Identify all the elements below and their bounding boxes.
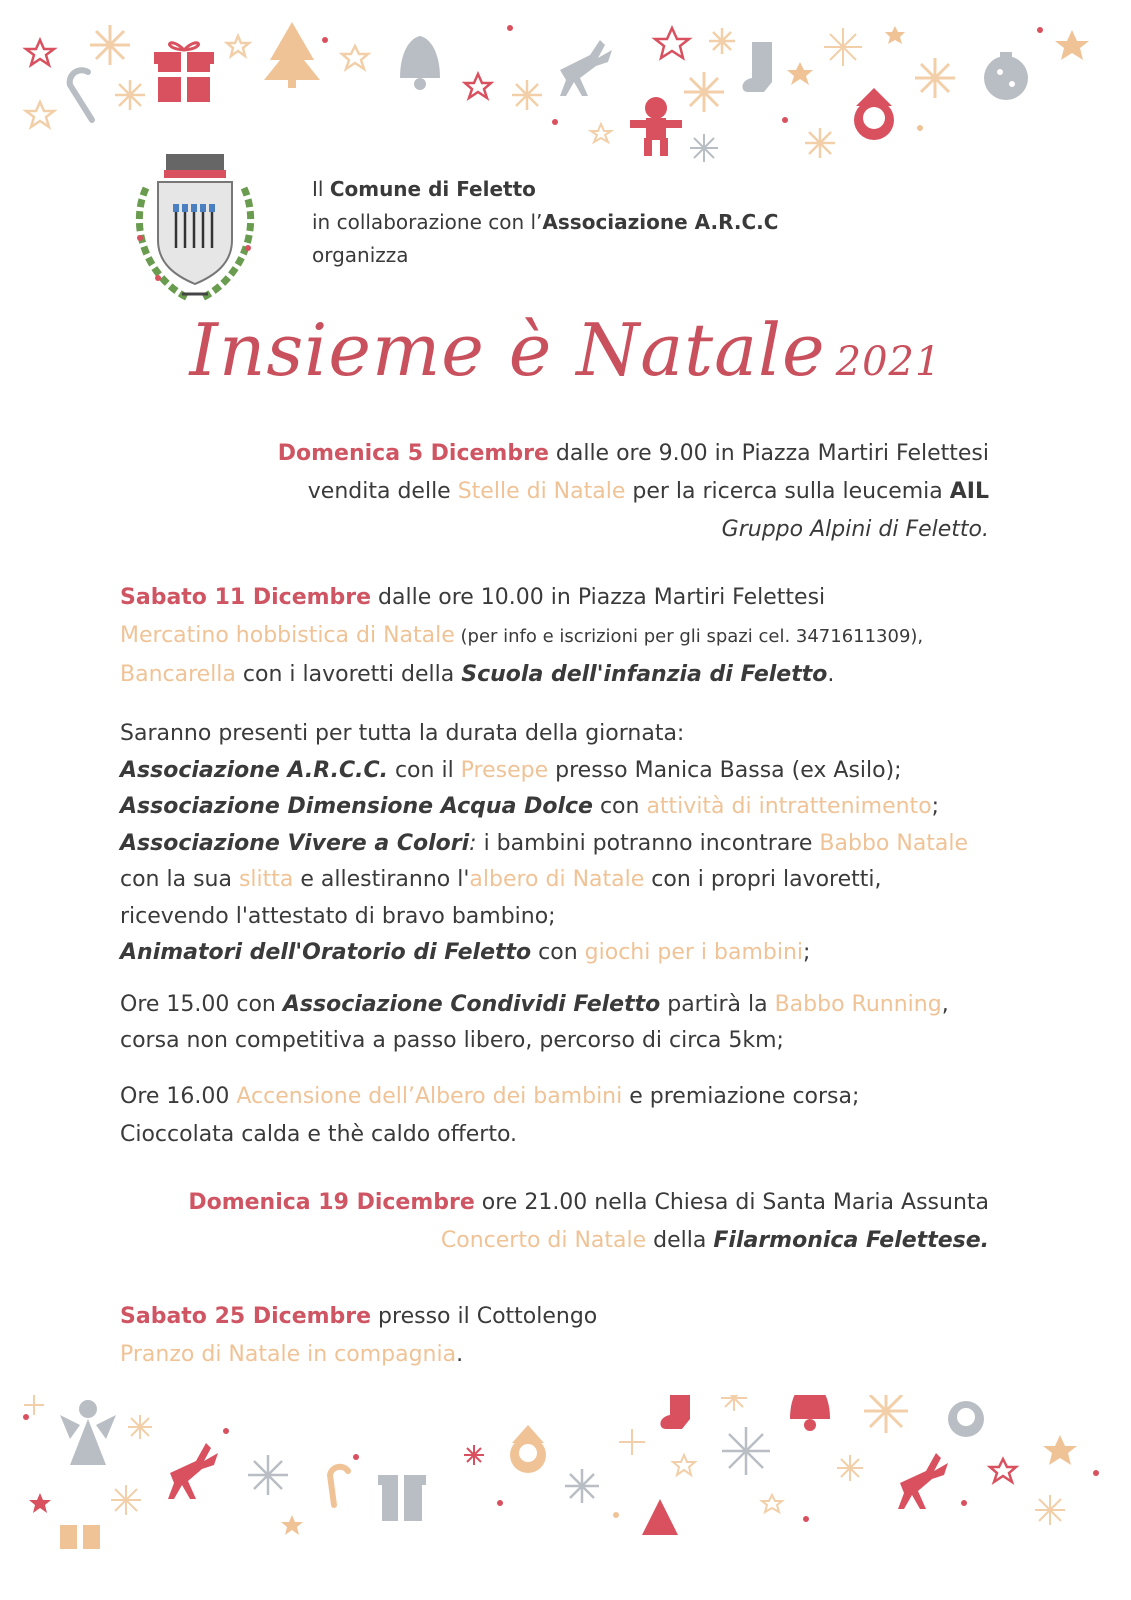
star-icon — [787, 62, 813, 85]
snowflake-icon — [864, 1395, 908, 1433]
event-december-5: Domenica 5 Dicembre dalle ore 9.00 in Piazza Martiri Felettesi vendita delle Stelle di Natale per la ricerca sulla leucemia AIL Gruppo Alpini di Feletto. — [277, 441, 989, 542]
star-icon — [26, 102, 54, 127]
organizer-line-3: organizza — [312, 243, 409, 267]
snowflake-icon — [824, 28, 862, 66]
reindeer-icon — [560, 40, 612, 96]
bottom-christmas-decoration — [0, 1395, 1131, 1600]
organizer-line-2: in collaborazione con l’Associazione A.R.C.C — [312, 210, 779, 234]
page-title — [0, 300, 1131, 412]
santa-icon — [854, 88, 894, 140]
bell-icon — [400, 36, 440, 90]
snowflake-icon — [24, 1395, 44, 1415]
gift-icon — [154, 43, 214, 102]
star-icon — [1043, 1435, 1077, 1465]
snowflake-icon — [619, 1429, 645, 1455]
star-icon — [655, 28, 689, 58]
snowflake-icon — [684, 72, 724, 112]
event-december-19: Domenica 19 Dicembre ore 21.00 nella Chiesa di Santa Maria Assunta Concerto di Natale della Filarmonica Felettese. — [188, 1190, 989, 1253]
christmas-tree-icon — [264, 22, 320, 88]
snowflake-icon — [128, 1415, 152, 1439]
santa-icon — [510, 1425, 546, 1473]
angel-icon — [60, 1400, 116, 1465]
snowflake-icon — [915, 58, 955, 98]
organizer-line-1: Il Comune di Feletto — [312, 177, 536, 201]
star-icon — [762, 1495, 782, 1512]
ornament-icon — [984, 52, 1028, 100]
snowflake-icon — [565, 1469, 599, 1503]
star-icon — [342, 46, 368, 69]
star-icon — [227, 36, 249, 56]
snowflake-icon — [248, 1455, 288, 1495]
event-december-11: Sabato 11 Dicembre dalle ore 10.00 in Piazza Martiri Felettesi Mercatino hobbistica di Natale (per info e iscrizioni per gli spazi cel. 3471611309), Bancarella con i lavoretti della Scuola dell'infanzia di Feletto. — [120, 585, 924, 687]
snowflake-icon — [690, 134, 718, 162]
title-year: 2021 — [835, 339, 942, 385]
tree-lighting-event: Ore 16.00 Accensione dell’Albero dei bambini e premiazione corsa; Cioccolata calda e thè caldo offerto. — [120, 1084, 860, 1147]
star-icon — [885, 26, 905, 44]
star-icon — [281, 1515, 303, 1535]
bell-icon — [790, 1395, 830, 1431]
santa-icon — [948, 1401, 984, 1437]
babbo-running-event: Ore 15.00 con Associazione Condividi Feletto partirà la Babbo Running, corsa non competitiva a passo libero, percorso di circa 5km; — [120, 992, 949, 1053]
star-icon — [1055, 30, 1089, 60]
snowflake-icon — [805, 128, 835, 158]
gingerbread-icon — [630, 97, 682, 156]
organizer-block — [312, 173, 778, 272]
gift-icon — [60, 1521, 100, 1549]
star-icon — [591, 124, 611, 142]
stocking-icon — [742, 42, 772, 92]
event-december-25: Sabato 25 Dicembre presso il Cottolengo Pranzo di Natale in compagnia. — [120, 1304, 598, 1367]
snowflake-icon — [111, 1485, 141, 1515]
star-icon — [26, 40, 54, 65]
reindeer-icon — [898, 1453, 948, 1509]
star-icon — [673, 1455, 695, 1475]
snowflake-icon — [722, 1427, 770, 1475]
star-icon — [990, 1459, 1016, 1482]
gift-icon — [378, 1475, 426, 1521]
snowflake-icon — [512, 80, 542, 110]
reindeer-icon — [168, 1443, 218, 1499]
snowflake-icon — [1035, 1495, 1065, 1525]
snowflake-icon — [709, 28, 735, 54]
stocking-icon — [660, 1395, 690, 1429]
title-main: Insieme è Natale — [189, 308, 826, 392]
candy-cane-icon — [330, 1467, 348, 1505]
snowflake-icon — [90, 25, 130, 65]
star-icon — [29, 1493, 51, 1513]
snowflake-icon — [115, 80, 145, 110]
santa-hat-icon — [642, 1499, 678, 1535]
candy-cane-icon — [70, 70, 92, 120]
snowflake-icon — [721, 1395, 747, 1411]
comune-crest-logo — [118, 148, 264, 304]
snowflake-icon — [837, 1455, 863, 1481]
star-icon — [465, 74, 491, 98]
snowflake-icon — [464, 1445, 484, 1465]
participants-list: Saranno presenti per tutta la durata della giornata: Associazione A.R.C.C. con il Presepe presso Manica Bassa (ex Asilo); Associazione Dimensione Acqua Dolce con attività di intrattenimento; Associazione Vivere a Colori: i bambini potranno incontrare Babbo Natale con la sua slitta e allestiranno l'albero di Natale con i propri lavoretti, ricevendo l'attestato di bravo bambino; Animatori dell'Oratorio di Feletto con giochi per i bambini; — [120, 721, 969, 965]
